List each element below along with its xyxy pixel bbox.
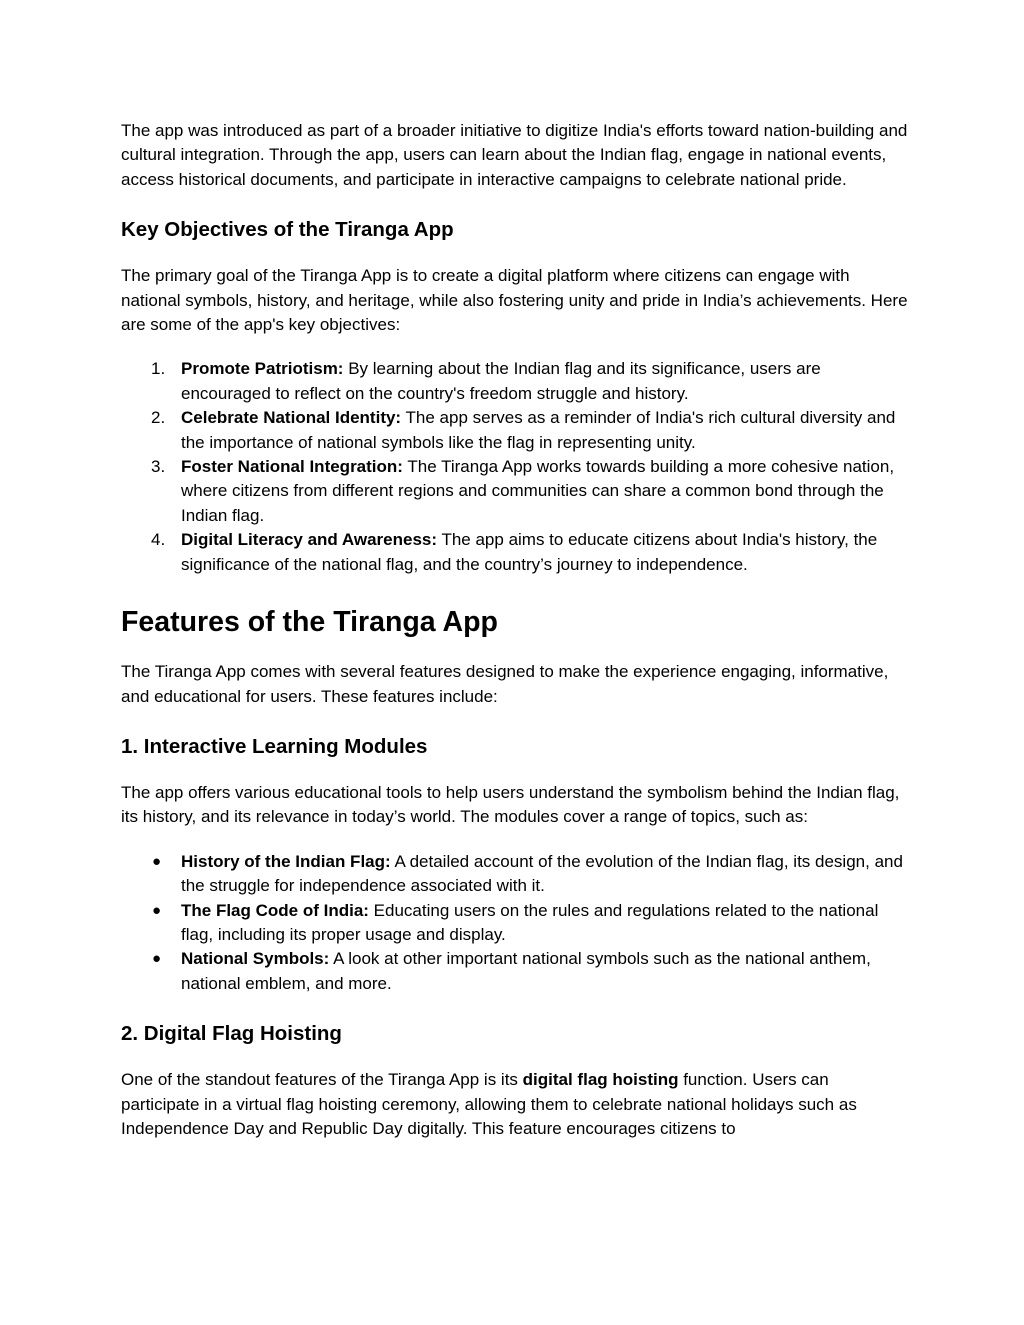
list-number: 3.: [151, 457, 166, 477]
list-item-text: By learning about the Indian flag and its significance, users are encouraged to reflect on the country's freedom struggle and history.: [181, 359, 821, 403]
list-item-term: Digital Literacy and Awareness:: [181, 530, 438, 550]
list-item-term: The Flag Code of India:: [181, 900, 369, 920]
bullet-icon: ●: [152, 950, 162, 968]
flag-hoisting-text-after: function. Users can participate in a virtual flag hoisting ceremony, allowing them to celebrate national holidays such as Independence Day and Republic Day digitally. This feature encourages citizens to: [121, 1070, 857, 1138]
list-item-text: A look at other important national symbols such as the national anthem, national emblem, and more.: [181, 949, 871, 993]
list-item: [121, 357, 911, 406]
list-item-text: The app serves as a reminder of India's rich cultural diversity and the importance of national symbols like the flag in representing unity.: [181, 408, 896, 452]
objectives-heading: Key Objectives of the Tiranga App: [121, 218, 454, 242]
list-item-term: Celebrate National Identity:: [181, 408, 402, 428]
features-paragraph: The Tiranga App comes with several features designed to make the experience engaging, informative, and educational for users. These features include:: [121, 662, 889, 706]
list-item: [121, 947, 911, 996]
features-heading: Features of the Tiranga App: [121, 606, 498, 639]
list-item: [121, 406, 911, 455]
list-item-term: History of the Indian Flag:: [181, 851, 391, 871]
flag-hoisting-emphasis: digital flag hoisting: [522, 1070, 679, 1090]
bullet-icon: ●: [152, 901, 162, 919]
intro-paragraph: The app was introduced as part of a broader initiative to digitize India's efforts toward nation-building and cultural integration. Through the app, users can learn about the Indian flag, engage in national events, access historical documents, and participate in interactive campaigns to celebrate national pride.: [121, 121, 908, 189]
bullet-icon: ●: [152, 852, 162, 870]
learning-modules-heading: 1. Interactive Learning Modules: [121, 734, 428, 758]
learning-modules-paragraph: The app offers various educational tools to help users understand the symbolism behind the Indian flag, its history, and its relevance in today’s world. The modules cover a range of topics, such as:: [121, 782, 900, 827]
list-number: 1.: [151, 359, 166, 379]
list-item-term: Foster National Integration:: [181, 457, 403, 477]
list-item-text: A detailed account of the evolution of the Indian flag, its design, and the struggle for independence associated with it.: [181, 851, 903, 896]
list-item: [121, 850, 911, 899]
list-item: [121, 455, 911, 528]
list-item-term: Promote Patriotism:: [181, 359, 344, 379]
flag-hoisting-paragraph: [121, 1068, 911, 1141]
document-page: [121, 119, 911, 1141]
list-item-text: Educating users on the rules and regulations related to the national flag, including its proper usage and display.: [181, 900, 879, 944]
objectives-paragraph: The primary goal of the Tiranga App is to create a digital platform where citizens can engage with national symbols, history, and heritage, while also fostering unity and pride in India’s achievements. Here are some of the app's key objectives:: [121, 266, 908, 335]
list-item: [121, 899, 911, 948]
flag-hoisting-heading: 2. Digital Flag Hoisting: [121, 1022, 342, 1046]
list-item: [121, 528, 911, 577]
list-number: 2.: [151, 408, 166, 428]
flag-hoisting-text-before: One of the standout features of the Tiranga App is its: [121, 1070, 523, 1090]
learning-modules-list: [121, 850, 911, 996]
objectives-list: [121, 357, 911, 577]
list-number: 4.: [151, 530, 166, 550]
list-item-text: The app aims to educate citizens about India's history, the significance of the national flag, and the country’s journey to independence.: [181, 530, 878, 574]
list-item-term: National Symbols:: [181, 949, 330, 969]
list-item-text: The Tiranga App works towards building a more cohesive nation, where citizens from different regions and communities can share a common bond through the Indian flag.: [181, 457, 895, 525]
